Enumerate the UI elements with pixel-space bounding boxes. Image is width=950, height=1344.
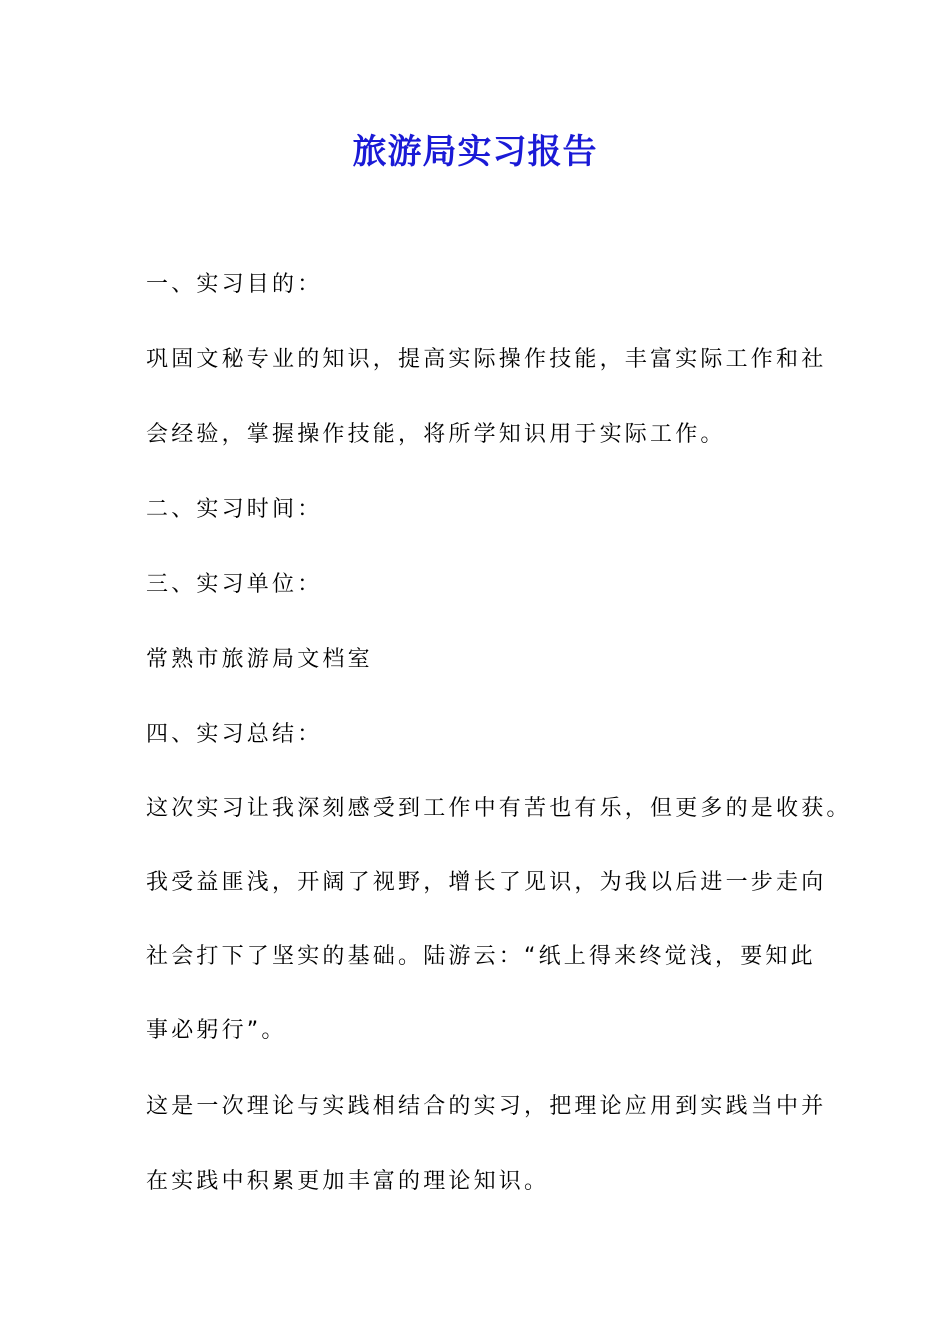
section-heading-time: 二、实习时间： xyxy=(146,497,323,522)
paragraph-line: 事必躬行”。 xyxy=(146,1018,287,1043)
section-heading-purpose: 一、实习目的： xyxy=(146,272,323,297)
paragraph-line: 巩固文秘专业的知识，提高实际操作技能，丰富实际工作和社 xyxy=(146,347,827,372)
section-heading-unit: 三、实习单位： xyxy=(146,572,323,597)
paragraph-line: 这是一次理论与实践相结合的实习，把理论应用到实践当中并 xyxy=(146,1094,827,1119)
section-heading-summary: 四、实习总结： xyxy=(146,722,323,747)
document-title: 旅游局实习报告 xyxy=(352,132,598,172)
paragraph-line: 会经验，掌握操作技能，将所学知识用于实际工作。 xyxy=(146,422,726,447)
paragraph-line: 我受益匪浅，开阔了视野，增长了见识，为我以后进一步走向 xyxy=(146,870,827,895)
paragraph-line: 在实践中积累更加丰富的理论知识。 xyxy=(146,1169,550,1194)
paragraph-line: 这次实习让我深刻感受到工作中有苦也有乐，但更多的是收获。 xyxy=(146,796,852,821)
paragraph-line: 常熟市旅游局文档室 xyxy=(146,647,373,672)
paragraph-line: 社会打下了坚实的基础。陆游云：“纸上得来终觉浅，要知此 xyxy=(146,944,816,969)
